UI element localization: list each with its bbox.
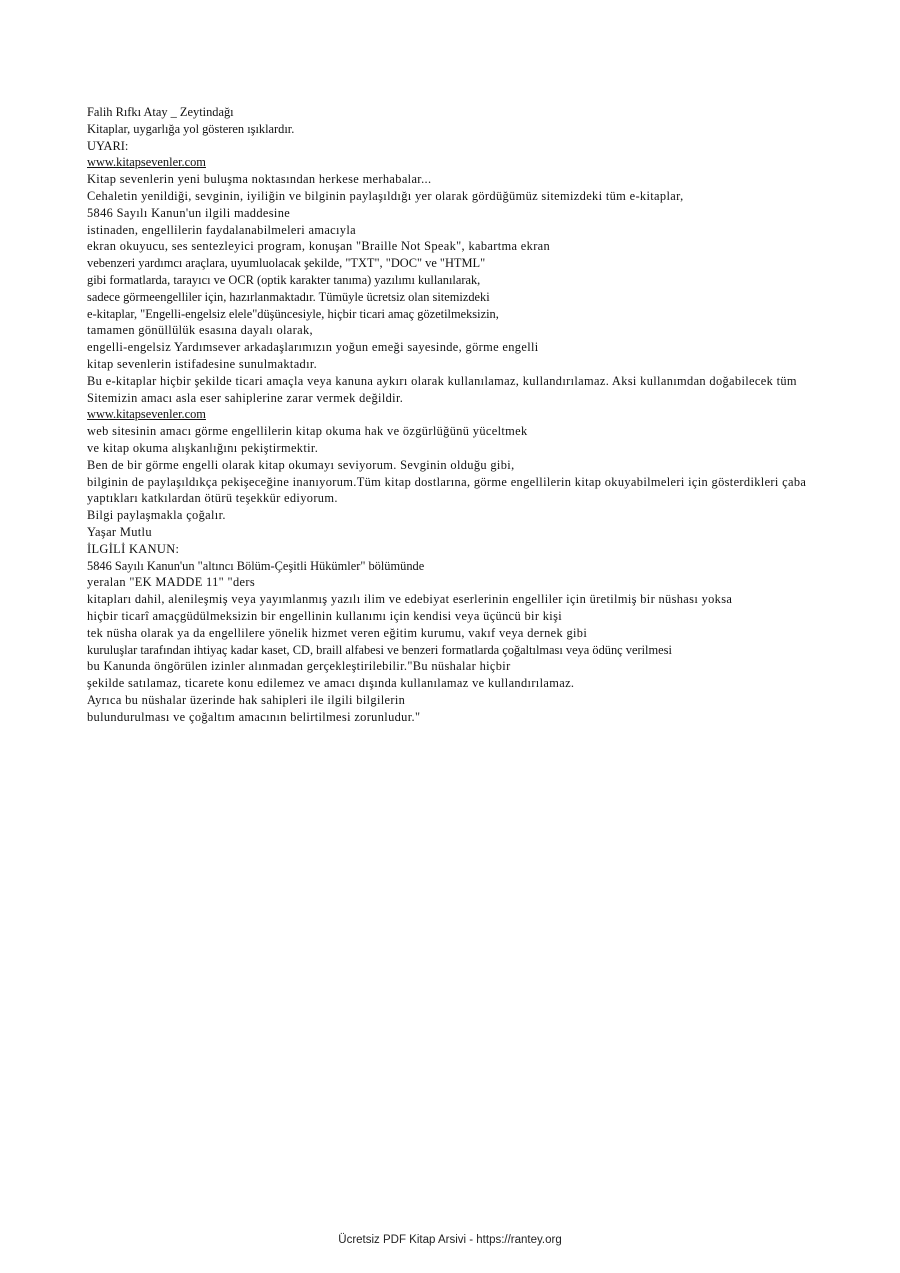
text-line: Sitemizin amacı asla eser sahiplerine zarar vermek değildir. xyxy=(87,390,404,405)
text-line: web sitesinin amacı görme engellilerin kitap okuma hak ve özgürlüğünü yüceltmek xyxy=(87,424,528,439)
text-line: kitapları dahil, alenileşmiş veya yayımlanmış yazılı ilim ve edebiyat eserlerinin engelliler için üretilmiş bir nüshası yoksa xyxy=(87,592,733,607)
text-line: Ayrıca bu nüshalar üzerinde hak sahipleri ile ilgili bilgilerin xyxy=(87,692,406,707)
text-line: e-kitaplar, "Engelli-engelsiz elele"düşüncesiyle, hiçbir ticari amaç gözetilmeksizin, xyxy=(87,306,499,321)
text-line: Cehaletin yenildiği, sevginin, iyiliğin ve bilginin paylaşıldığı yer olarak gördüğümüz sitemizdeki tüm e-kitaplar, xyxy=(87,188,684,203)
website-link[interactable]: www.kitapsevenler.com xyxy=(87,155,206,170)
text-line: yeralan "EK MADDE 11" "ders xyxy=(87,575,255,590)
text-line: 5846 Sayılı Kanun'un "altıncı Bölüm-Çeşitli Hükümler" bölümünde xyxy=(87,558,425,573)
text-line: İLGİLİ KANUN: xyxy=(87,541,180,556)
text-line: istinaden, engellilerin faydalanabilmeleri amacıyla xyxy=(87,222,356,237)
text-line: UYARI: xyxy=(87,138,129,153)
text-line: engelli-engelsiz Yardımsever arkadaşlarımızın yoğun emeği sayesinde, görme engelli xyxy=(87,340,539,355)
text-line: Falih Rıfkı Atay _ Zeytindağı xyxy=(87,105,234,119)
website-link[interactable]: www.kitapsevenler.com xyxy=(87,407,206,422)
text-line: bulundurulması ve çoğaltım amacının belirtilmesi zorunludur." xyxy=(87,709,421,724)
text-line: 5846 Sayılı Kanun'un ilgili maddesine xyxy=(87,205,291,220)
page-footer: Ücretsiz PDF Kitap Arsivi - https://rantey.org xyxy=(338,1234,562,1246)
text-line: tek nüsha olarak ya da engellilere yönelik hizmet veren eğitim kurumu, vakıf veya dernek gibi xyxy=(87,625,588,640)
text-line: Yaşar Mutlu xyxy=(87,524,152,539)
text-line: gibi formatlarda, tarayıcı ve OCR (optik karakter tanıma) yazılımı kullanılarak, xyxy=(87,272,481,287)
text-line: ekran okuyucu, ses sentezleyici program, konuşan "Braille Not Speak", kabartma ekran xyxy=(87,239,551,254)
text-line: yaptıkları katkılardan ötürü teşekkür ediyorum. xyxy=(87,491,338,506)
text-line: vebenzeri yardımcı araçlara, uyumluolacak şekilde, "TXT", "DOC" ve "HTML" xyxy=(87,256,486,271)
text-line: kuruluşlar tarafından ihtiyaç kadar kaset, CD, braill alfabesi ve benzeri formatlarda çoğaltılması veya ödünç verilmesi xyxy=(87,642,672,657)
document-body xyxy=(87,104,897,725)
text-line: kitap sevenlerin istifadesine sunulmaktadır. xyxy=(87,356,318,371)
text-line: ve kitap okuma alışkanlığını pekiştirmektir. xyxy=(87,440,319,455)
text-line: Ben de bir görme engelli olarak kitap okumayı seviyorum. Sevginin olduğu gibi, xyxy=(87,457,515,472)
text-line: Kitap sevenlerin yeni buluşma noktasından herkese merhabalar... xyxy=(87,172,432,187)
text-line: Bilgi paylaşmakla çoğalır. xyxy=(87,508,226,523)
text-line: tamamen gönüllülük esasına dayalı olarak, xyxy=(87,323,313,338)
text-line: bilginin de paylaşıldıkça pekişeceğine inanıyorum.Tüm kitap dostlarına, görme engellilerin kitap okuyabilmeleri için gösterdikleri çaba xyxy=(87,474,807,489)
text-line: bu Kanunda öngörülen izinler alınmadan gerçekleştirilebilir."Bu nüshalar hiçbir xyxy=(87,659,511,674)
text-line: sadece görmeengelliler için, hazırlanmaktadır. Tümüyle ücretsiz olan sitemizdeki xyxy=(87,289,490,304)
text-line: Bu e-kitaplar hiçbir şekilde ticari amaçla veya kanuna aykırı olarak kullanılamaz, kullandırılamaz. Aksi kullanımdan doğabilecek tüm xyxy=(87,373,797,388)
text-line: hiçbir ticarî amaçgüdülmeksizin bir engellinin kullanımı için kendisi veya üçüncü bir kişi xyxy=(87,608,563,623)
text-line: şekilde satılamaz, ticarete konu edilemez ve amacı dışında kullanılamaz ve kullandırılamaz. xyxy=(87,676,575,691)
text-line: Kitaplar, uygarlığa yol gösteren ışıklardır. xyxy=(87,121,295,136)
